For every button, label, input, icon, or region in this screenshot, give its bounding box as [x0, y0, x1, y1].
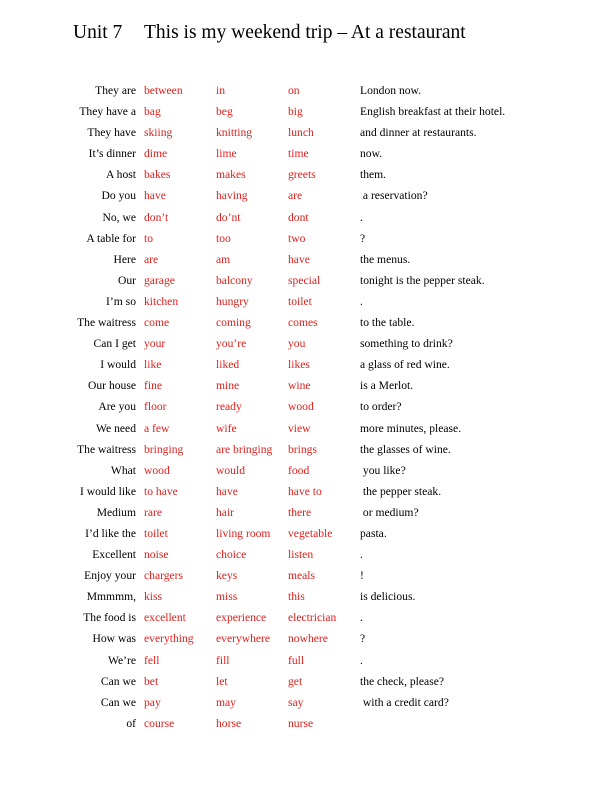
word-option-3[interactable]: there [288, 505, 312, 519]
word-option-1[interactable]: bakes [144, 168, 171, 182]
exercise-row [0, 270, 612, 291]
word-option-2[interactable]: you’re [216, 337, 247, 351]
word-option-3[interactable]: dont [288, 210, 309, 224]
word-option-1[interactable]: everything [144, 632, 194, 646]
sentence-end: ? [360, 231, 366, 245]
exercise-row [0, 544, 612, 565]
word-option-2[interactable]: let [216, 674, 228, 688]
sentence-start: They have a [79, 105, 136, 119]
sentence-end: . [360, 548, 363, 562]
word-option-3[interactable]: have [288, 252, 310, 266]
word-option-1[interactable]: chargers [144, 569, 184, 583]
sentence-start: Here [113, 252, 136, 266]
word-option-2[interactable]: hair [216, 505, 235, 519]
exercise-row [0, 375, 612, 396]
sentence-start: Enjoy your [84, 569, 136, 583]
sentence-start: The waitress [77, 316, 136, 330]
word-option-3[interactable]: meals [288, 569, 316, 583]
word-option-2[interactable]: knitting [216, 126, 253, 140]
title-text: This is my weekend trip – At a restaurant [144, 22, 466, 43]
word-option-2[interactable]: living room [216, 526, 271, 540]
word-option-2[interactable]: experience [216, 611, 267, 625]
word-option-2[interactable]: coming [216, 316, 251, 330]
sentence-start: Can we [100, 674, 136, 688]
exercise-row [0, 185, 612, 206]
word-option-1[interactable]: skiing [144, 126, 173, 140]
word-option-3[interactable]: toilet [288, 294, 312, 308]
word-option-1[interactable]: pay [144, 695, 161, 709]
word-option-2[interactable]: in [216, 84, 226, 97]
word-option-1[interactable]: bag [144, 105, 161, 119]
exercise-row [0, 354, 612, 375]
sentence-end: . [360, 653, 363, 667]
word-option-3[interactable]: wood [288, 400, 314, 414]
sentence-start: Medium [96, 505, 136, 519]
word-option-2[interactable]: may [216, 695, 236, 709]
exercise-row [0, 586, 612, 607]
exercise-row [0, 228, 612, 249]
exercise-row [0, 439, 612, 460]
word-option-1[interactable]: kiss [144, 590, 163, 604]
sentence-start: The food is [83, 611, 136, 625]
word-option-1[interactable]: come [144, 316, 170, 330]
word-option-3[interactable]: on [288, 84, 300, 97]
word-option-1[interactable]: are [144, 252, 159, 266]
sentence-start: We’re [107, 653, 136, 667]
sentence-end: a glass of red wine. [360, 358, 450, 372]
word-option-1[interactable]: garage [144, 273, 175, 287]
exercise-row [0, 418, 612, 439]
word-option-1[interactable]: wood [144, 463, 170, 477]
word-option-1[interactable]: bet [144, 674, 159, 688]
sentence-start: Excellent [92, 548, 136, 562]
exercise-row [0, 80, 612, 101]
sentence-start: How was [92, 632, 136, 646]
sentence-start: They have [87, 126, 136, 140]
exercise-row [0, 628, 612, 649]
word-option-3[interactable]: wine [288, 379, 311, 393]
word-option-2[interactable]: balcony [216, 273, 253, 287]
sentence-end: ? [360, 632, 366, 646]
exercise-row [0, 143, 612, 164]
sentence-end: English breakfast at their hotel. [360, 105, 506, 119]
sentence-end: to order? [360, 400, 402, 414]
word-option-2[interactable]: am [216, 252, 231, 266]
sentence-start: Can we [100, 695, 136, 709]
sentence-start: No, we [102, 210, 136, 224]
exercise-row [0, 713, 612, 734]
unit-label: Unit 7 [73, 22, 123, 43]
sentence-end: the menus. [360, 252, 411, 266]
word-option-1[interactable]: dime [144, 147, 168, 161]
sentence-end: is delicious. [360, 590, 416, 604]
word-option-1[interactable]: bringing [144, 442, 184, 456]
word-option-3[interactable]: brings [288, 442, 317, 456]
word-option-1[interactable]: between [144, 84, 183, 97]
word-option-1[interactable]: fell [144, 653, 160, 667]
word-option-2[interactable]: miss [216, 590, 238, 604]
word-option-3[interactable]: are [288, 189, 303, 203]
word-option-2[interactable]: too [216, 231, 231, 245]
word-option-1[interactable]: don’t [144, 210, 169, 224]
word-option-1[interactable]: to [144, 231, 154, 245]
sentence-end: London now. [360, 84, 422, 97]
sentence-end: with a credit card? [360, 695, 449, 709]
sentence-start: Our [117, 273, 136, 287]
word-option-2[interactable]: lime [216, 147, 237, 161]
word-option-1[interactable]: noise [144, 548, 169, 562]
word-option-3[interactable]: likes [288, 358, 310, 372]
word-option-2[interactable]: would [216, 463, 245, 477]
word-option-1[interactable]: course [144, 716, 175, 730]
word-option-2[interactable]: horse [216, 716, 242, 730]
exercise-row [0, 523, 612, 544]
exercise-row [0, 207, 612, 228]
word-option-3[interactable]: lunch [288, 126, 314, 140]
word-option-3[interactable]: big [288, 105, 303, 119]
word-option-3[interactable]: this [288, 590, 305, 604]
word-option-3[interactable]: have to [288, 484, 322, 498]
sentence-end: a reservation? [360, 189, 428, 203]
exercise-row [0, 122, 612, 143]
exercise-row [0, 101, 612, 122]
sentence-end: and dinner at restaurants. [360, 126, 477, 140]
sentence-start: I would like [79, 484, 136, 498]
word-option-3[interactable]: say [288, 695, 304, 709]
word-option-3[interactable]: view [288, 421, 311, 435]
sentence-end: . [360, 611, 363, 625]
word-option-1[interactable]: like [144, 358, 162, 372]
page-title [73, 22, 466, 44]
exercise-row [0, 460, 612, 481]
sentence-start: of [126, 716, 136, 730]
word-option-1[interactable]: kitchen [144, 294, 179, 308]
exercise-row [0, 312, 612, 333]
sentence-end: is a Merlot. [360, 379, 414, 393]
exercise-row [0, 396, 612, 417]
word-option-1[interactable]: a few [144, 421, 170, 435]
sentence-start: They are [95, 84, 136, 97]
word-option-2[interactable]: ready [216, 400, 242, 414]
sentence-start: A host [106, 168, 136, 182]
word-option-3[interactable]: get [288, 674, 303, 688]
sentence-start: We need [96, 421, 136, 435]
sentence-start: I’m so [106, 294, 136, 308]
sentence-start: I would [100, 358, 136, 372]
sentence-start: The waitress [77, 442, 136, 456]
word-option-3[interactable]: listen [288, 548, 314, 562]
word-option-2[interactable]: do’nt [216, 210, 241, 224]
sentence-start: Mmmmm, [86, 590, 136, 604]
sentence-end: now. [360, 147, 383, 161]
word-option-2[interactable]: makes [216, 168, 246, 182]
sentence-end: ! [360, 569, 364, 583]
sentence-start: What [110, 463, 136, 477]
word-option-1[interactable]: toilet [144, 526, 168, 540]
word-option-2[interactable]: hungry [216, 294, 249, 308]
exercise-list [0, 80, 612, 734]
word-option-2[interactable]: have [216, 484, 238, 498]
word-option-1[interactable]: your [144, 337, 166, 351]
word-option-1[interactable]: have [144, 189, 166, 203]
word-option-3[interactable]: you [288, 337, 306, 351]
word-option-3[interactable]: greets [288, 168, 316, 182]
sentence-end: something to drink? [360, 337, 453, 351]
word-option-1[interactable]: to have [144, 484, 178, 498]
exercise-row [0, 565, 612, 586]
sentence-end: or medium? [360, 505, 419, 519]
word-option-1[interactable]: rare [144, 505, 163, 519]
word-option-1[interactable]: fine [144, 379, 163, 393]
sentence-start: Our house [88, 379, 136, 393]
exercise-row [0, 481, 612, 502]
word-option-3[interactable]: nurse [288, 716, 314, 730]
exercise-row [0, 502, 612, 523]
word-option-2[interactable]: liked [216, 358, 240, 372]
exercise-row [0, 164, 612, 185]
word-option-3[interactable]: electrician [288, 611, 337, 625]
sentence-end: . [360, 294, 363, 308]
word-option-2[interactable]: wife [216, 421, 237, 435]
word-option-2[interactable]: are bringing [216, 442, 273, 456]
sentence-start: I’d like the [85, 526, 136, 540]
word-option-2[interactable]: choice [216, 548, 247, 562]
exercise-row [0, 291, 612, 312]
sentence-end: pasta. [360, 526, 387, 540]
exercise-row [0, 607, 612, 628]
word-option-2[interactable]: fill [216, 653, 230, 667]
word-option-3[interactable]: nowhere [288, 632, 328, 646]
sentence-start: Are you [98, 400, 136, 414]
sentence-start: A table for [86, 231, 136, 245]
sentence-start: Can I get [93, 337, 136, 351]
word-option-3[interactable]: comes [288, 316, 318, 330]
word-option-3[interactable]: time [288, 147, 309, 161]
word-option-2[interactable]: everywhere [216, 632, 271, 646]
exercise-row [0, 333, 612, 354]
sentence-end: tonight is the pepper steak. [360, 273, 485, 287]
sentence-start: It’s dinner [88, 147, 136, 161]
sentence-end: them. [360, 168, 387, 182]
sentence-start: Do you [101, 189, 136, 203]
exercise-row [0, 671, 612, 692]
sentence-end: to the table. [360, 316, 415, 330]
sentence-end: you like? [360, 463, 406, 477]
word-option-3[interactable]: full [288, 653, 305, 667]
sentence-end: more minutes, please. [360, 421, 462, 435]
exercise-row [0, 692, 612, 713]
sentence-end: the glasses of wine. [360, 442, 451, 456]
word-option-3[interactable]: special [288, 273, 321, 287]
word-option-3[interactable]: vegetable [288, 526, 333, 540]
sentence-end: . [360, 210, 363, 224]
word-option-1[interactable]: excellent [144, 611, 186, 625]
exercise-row [0, 650, 612, 671]
word-option-1[interactable]: floor [144, 400, 167, 414]
word-option-3[interactable]: two [288, 231, 306, 245]
word-option-2[interactable]: having [216, 189, 248, 203]
sentence-end: the check, please? [360, 674, 445, 688]
word-option-2[interactable]: mine [216, 379, 240, 393]
word-option-2[interactable]: beg [216, 105, 233, 119]
word-option-3[interactable]: food [288, 463, 310, 477]
exercise-row [0, 249, 612, 270]
word-option-2[interactable]: keys [216, 569, 238, 583]
sentence-end: the pepper steak. [360, 484, 442, 498]
